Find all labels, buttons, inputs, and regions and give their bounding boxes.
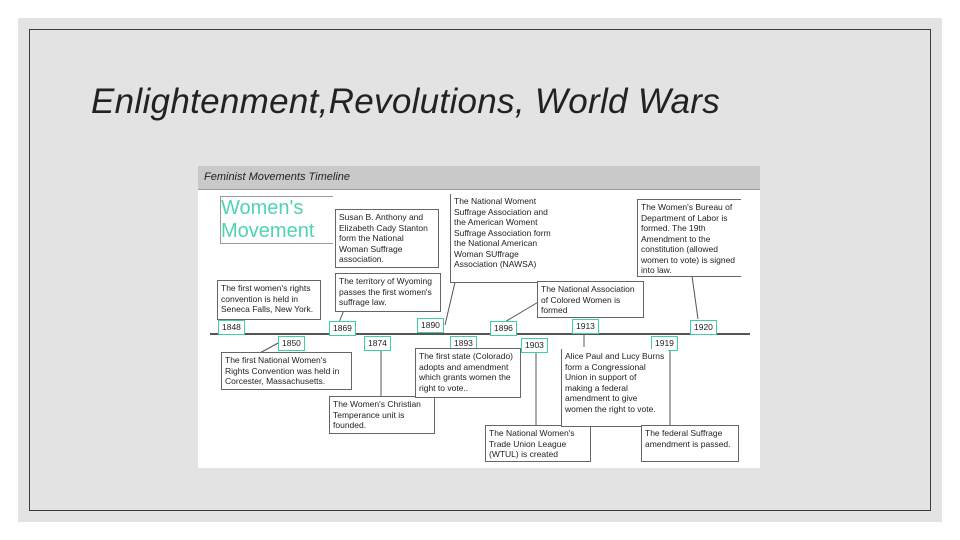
year-1890: 1890 <box>417 318 444 333</box>
event-1874: The Women's Christian Temperance unit is founded. <box>329 396 435 434</box>
connector-1896 <box>503 301 540 323</box>
year-1893: 1893 <box>450 336 477 351</box>
year-1903: 1903 <box>521 338 548 353</box>
event-1850: The first National Women's Rights Convention was held in Corcester, Massachusetts. <box>221 352 352 390</box>
year-1920: 1920 <box>690 320 717 335</box>
event-1913: Alice Paul and Lucy Burns form a Congressional Union in support of making a federal amendment to give women the right to vote. <box>561 349 668 427</box>
connector-1920 <box>692 276 698 319</box>
timeline-diagram <box>198 166 760 468</box>
logo-line-2: Movement <box>221 220 315 242</box>
event-1893: The first state (Colorado) adopts and amendment which grants women the right to vote.. <box>415 348 521 398</box>
event-1890: The National Woment Suffrage Association and the American Woment Suffrage Association form the National American Woman SUffrage Association (NAWSA) <box>450 194 556 283</box>
event-1919: The federal Suffrage amendment is passed. <box>641 425 739 462</box>
slide-title: Enlightenment,Revolutions, World Wars <box>91 82 721 121</box>
event-1848: The first women's rights convention is held in Seneca Falls, New York. <box>217 280 321 320</box>
year-1913: 1913 <box>572 319 599 334</box>
year-1850: 1850 <box>278 336 305 351</box>
event-1896: The National Association of Colored Women is formed <box>537 281 644 318</box>
year-1869: 1869 <box>329 321 356 336</box>
year-1896: 1896 <box>490 321 517 336</box>
event-1869-suffrage-association: Susan B. Anthony and Elizabeth Cady Stanton form the National Woman Suffrage association. <box>335 209 439 268</box>
connector-1890 <box>445 278 456 325</box>
year-1848: 1848 <box>218 320 245 335</box>
year-1874: 1874 <box>364 336 391 351</box>
year-1919: 1919 <box>651 336 678 351</box>
event-1903: The National Women's Trade Union League (WTUL) is created <box>485 425 591 462</box>
timeline-axis <box>210 333 750 335</box>
logo-line-1: Women's <box>221 197 304 219</box>
diagram-header-title: Feminist Movements Timeline <box>204 171 350 183</box>
event-1869-wyoming: The territory of Wyoming passes the first women's suffrage law. <box>335 273 441 312</box>
event-1920: The Women's Bureau of Department of Labor is formed. The 19th Amendment to the constitution (allowed women to vote) is signed into law. <box>637 199 741 277</box>
